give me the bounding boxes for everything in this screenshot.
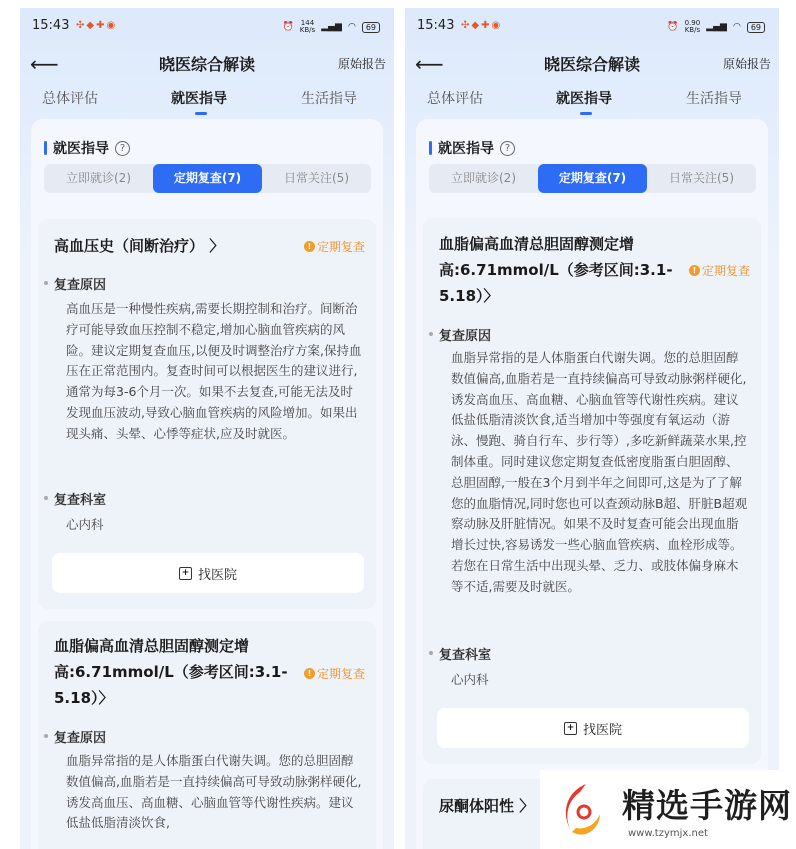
section-title: 就医指导 — [438, 141, 494, 157]
card-title[interactable]: 血脂偏高血清总胆固醇测定增高:6.71mmol/L（参考区间:3.1-5.18）〉 — [54, 637, 288, 707]
recheck-card — [38, 621, 376, 849]
warning-icon: ! — [689, 265, 700, 276]
reason-label: 复查原因 — [54, 727, 106, 746]
alarm-icon: ⏰ — [282, 22, 294, 32]
status-time: 15:43 — [32, 18, 70, 33]
hospital-icon: + — [179, 567, 192, 580]
card-title[interactable]: 尿酮体阳性 〉 — [439, 797, 535, 815]
back-arrow-icon[interactable]: ⟵ — [415, 52, 444, 76]
watermark-name: 精选手游网 — [622, 786, 792, 825]
notification-icons: ✣◆✚◉ — [461, 20, 503, 31]
status-right-icons — [667, 20, 765, 34]
segment-recheck[interactable]: 定期复查(7) — [153, 164, 262, 193]
find-hospital-button[interactable] — [52, 553, 364, 593]
alarm-icon: ⏰ — [667, 22, 679, 32]
segment-control — [429, 164, 756, 193]
nav-bar — [20, 50, 394, 80]
segment-control — [44, 164, 371, 193]
nav-bar — [405, 50, 779, 80]
top-tabs — [20, 88, 394, 118]
card-title[interactable]: 高血压史（间断治疗） 〉 — [54, 237, 225, 255]
top-tabs — [405, 88, 779, 118]
hospital-icon: + — [564, 722, 577, 735]
reason-label: 复查原因 — [439, 325, 491, 344]
site-watermark — [540, 770, 796, 849]
find-hospital-label: 找医院 — [582, 722, 622, 738]
department-value: 心内科 — [66, 517, 104, 532]
tab-life-guide[interactable]: 生活指导 — [301, 91, 357, 107]
notification-icons: ✣◆✚◉ — [76, 20, 118, 31]
watermark-logo-icon — [556, 780, 604, 840]
reason-label: 复查原因 — [54, 274, 106, 293]
section-accent-bar — [429, 141, 432, 155]
tab-medical-guide[interactable]: 就医指导 — [171, 91, 227, 107]
tab-overall[interactable]: 总体评估 — [42, 91, 98, 107]
reason-text: 血脂异常指的是人体脂蛋白代谢失调。您的总胆固醇数值偏高,血脂若是一直持续偏高可导致动脉粥样硬化,诱发高血压、高血糖、心脑血管等代谢性疾病。建议低盐低脂清淡饮食, — [66, 753, 362, 831]
back-arrow-icon[interactable]: ⟵ — [30, 52, 59, 76]
watermark-url: www.tzymjx.net — [628, 828, 708, 839]
content-panel — [31, 119, 383, 849]
phone-screen-left — [20, 8, 394, 849]
net-speed: 144 KB/s — [299, 19, 316, 34]
status-badge: ! 定期复查 — [304, 665, 365, 682]
wifi-icon: ◠ — [732, 22, 741, 32]
help-icon[interactable]: ? — [115, 141, 130, 156]
battery-icon: 69 — [747, 22, 765, 33]
section-header — [429, 138, 515, 158]
section-accent-bar — [44, 141, 47, 155]
tab-indicator — [195, 112, 207, 115]
status-bar — [20, 18, 394, 40]
status-right-icons — [283, 20, 380, 34]
department-value: 心内科 — [451, 672, 489, 687]
wifi-icon: ◠ — [347, 22, 356, 32]
original-report-link[interactable]: 原始报告 — [722, 57, 771, 71]
department-label: 复查科室 — [439, 644, 491, 663]
content-panel — [416, 119, 768, 849]
status-badge: ! 定期复查 — [304, 238, 365, 255]
tab-indicator — [580, 112, 592, 115]
page-title: 晓医综合解读 — [158, 55, 255, 74]
battery-icon: 69 — [362, 22, 380, 33]
segment-daily[interactable]: 日常关注(5) — [669, 171, 734, 185]
warning-icon: ! — [304, 668, 315, 679]
segment-daily[interactable]: 日常关注(5) — [284, 171, 349, 185]
card-title[interactable]: 血脂偏高血清总胆固醇测定增高:6.71mmol/L（参考区间:3.1-5.18）〉 — [439, 235, 673, 305]
status-time: 15:43 — [417, 18, 455, 33]
segment-immediate[interactable]: 立即就诊(2) — [66, 171, 131, 185]
page-title: 晓医综合解读 — [543, 55, 640, 74]
find-hospital-button[interactable] — [437, 708, 749, 748]
warning-icon: ! — [304, 241, 315, 252]
status-badge: ! 定期复查 — [689, 262, 750, 279]
recheck-card — [38, 219, 376, 609]
tab-medical-guide[interactable]: 就医指导 — [556, 91, 612, 107]
original-report-link[interactable]: 原始报告 — [337, 57, 386, 71]
reason-text: 血脂异常指的是人体脂蛋白代谢失调。您的总胆固醇数值偏高,血脂若是一直持续偏高可导致动脉粥样硬化,诱发高血压、高血糖、心脑血管等代谢性疾病。建议低盐低脂清淡饮食,适当增加中等强度有氧运动（游泳、慢跑、骑自行车、步行等）,多吃新鲜蔬菜水果,控制体重。同时建议您定期复查低密度脂蛋白胆固醇、总胆固醇,一般在3个月到半年之间即可,这是为了了解您的血脂情况,同时您也可以查颈动脉B超、肝脏B超观察动脉及肝脏情况。如果不及时复查可能会出现血脂增长过快,容易诱发一些心脑血管疾病、血栓形成等。若您在日常生活中出现头晕、乏力、或肢体偏身麻木等不适,需要及时就医。 — [451, 350, 748, 594]
help-icon[interactable]: ? — [500, 141, 515, 156]
status-bar — [405, 18, 779, 40]
net-speed: 0.90 KB/s — [684, 19, 701, 34]
segment-immediate[interactable]: 立即就诊(2) — [451, 171, 516, 185]
signal-icon: ▂▄▆ — [321, 22, 342, 32]
section-header — [44, 138, 130, 158]
reason-text: 高血压是一种慢性疾病,需要长期控制和治疗。间断治疗可能导致血压控制不稳定,增加心脑血管疾病的风险。建议定期复查血压,以便及时调整治疗方案,保持血压在正常范围内。复查时间可以根据医生的建议进行,通常为每3-6个月一次。如果不去复查,可能无法及时发现血压波动,导致心脑血管疾病的风险增加。如果出现头痛、头晕、心悸等症状,应及时就医。 — [66, 301, 362, 441]
recheck-card — [423, 218, 761, 764]
department-label: 复查科室 — [54, 489, 106, 508]
segment-recheck[interactable]: 定期复查(7) — [538, 164, 647, 193]
phone-screen-right — [405, 8, 779, 849]
tab-overall[interactable]: 总体评估 — [427, 91, 483, 107]
signal-icon: ▂▄▆ — [706, 22, 727, 32]
find-hospital-label: 找医院 — [197, 567, 237, 583]
section-title: 就医指导 — [53, 141, 109, 157]
tab-life-guide[interactable]: 生活指导 — [686, 91, 742, 107]
